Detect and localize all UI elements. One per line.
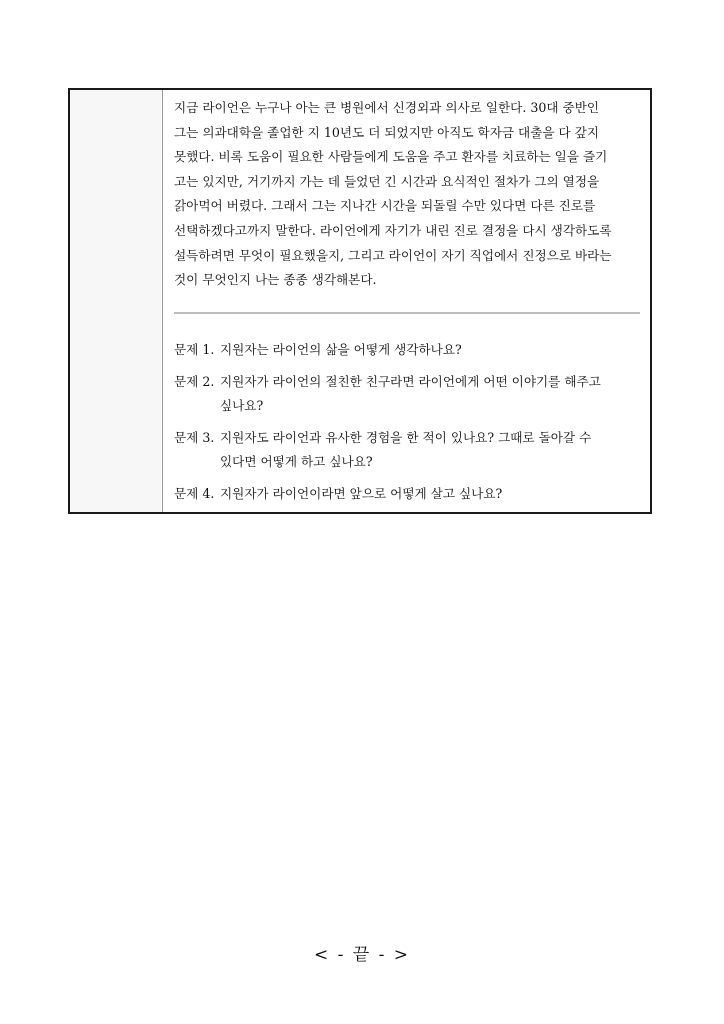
question-text-continued: 있다면 어떻게 하고 싶나요?: [220, 454, 373, 469]
question-item: [174, 482, 640, 506]
question-box: [68, 88, 652, 514]
passage-line: 지금 라이언은 누구나 아는 큰 병원에서 신경외과 의사로 일한다. 30대 중반인: [174, 100, 600, 115]
passage-line: 것이 무엇인지 나는 종종 생각해본다.: [174, 272, 377, 288]
question-content: [174, 90, 640, 512]
passage-line: 갉아먹어 버렸다. 그래서 그는 지나간 시간을 되돌릴 수만 있다면 다른 진로를: [174, 198, 596, 214]
question-number: 문제 4.: [174, 486, 215, 501]
passage-line: 그는 의과대학을 졸업한 지 10년도 더 되었지만 아직도 학자금 대출을 다 갚지: [174, 124, 600, 140]
passage-line: 선택하겠다고까지 말한다. 라이언에게 자기가 내린 진로 결정을 다시 생각하도록: [174, 222, 612, 238]
passage-line: 못했다. 비록 도움이 필요한 사람들에게 도움을 주고 환자를 치료하는 일을 즐기: [174, 149, 608, 165]
question-text: 지원자가 라이언이라면 앞으로 어떻게 살고 싶나요?: [220, 486, 503, 501]
question-text: 지원자도 라이언과 유사한 경험을 한 적이 있나요? 그때로 돌아갈 수: [220, 430, 592, 445]
question-text-continued: 싶나요?: [220, 398, 264, 413]
end-marker: < - 끝 - >: [313, 945, 410, 965]
question-list: [174, 338, 640, 514]
question-text: 지원자는 라이언의 삶을 어떻게 생각하나요?: [220, 342, 462, 357]
question-item: [174, 370, 640, 418]
passage: [174, 90, 640, 293]
question-text: 지원자가 라이언의 절친한 친구라면 라이언에게 어떤 이야기를 해주고: [220, 374, 601, 389]
question-number: 문제 2.: [174, 374, 215, 389]
question-item: [174, 338, 640, 362]
question-number: 문제 1.: [174, 342, 215, 357]
label-column: [70, 90, 163, 512]
question-item: [174, 426, 640, 474]
divider: [174, 312, 640, 314]
passage-line: 설득하려면 무엇이 필요했을지, 그리고 라이언이 자기 직업에서 진정으로 바라는: [174, 247, 612, 263]
question-number: 문제 3.: [174, 430, 215, 445]
passage-line: 고는 있지만, 거기까지 가는 데 들었던 긴 시간과 요식적인 절차가 그의 열정을: [174, 173, 600, 189]
